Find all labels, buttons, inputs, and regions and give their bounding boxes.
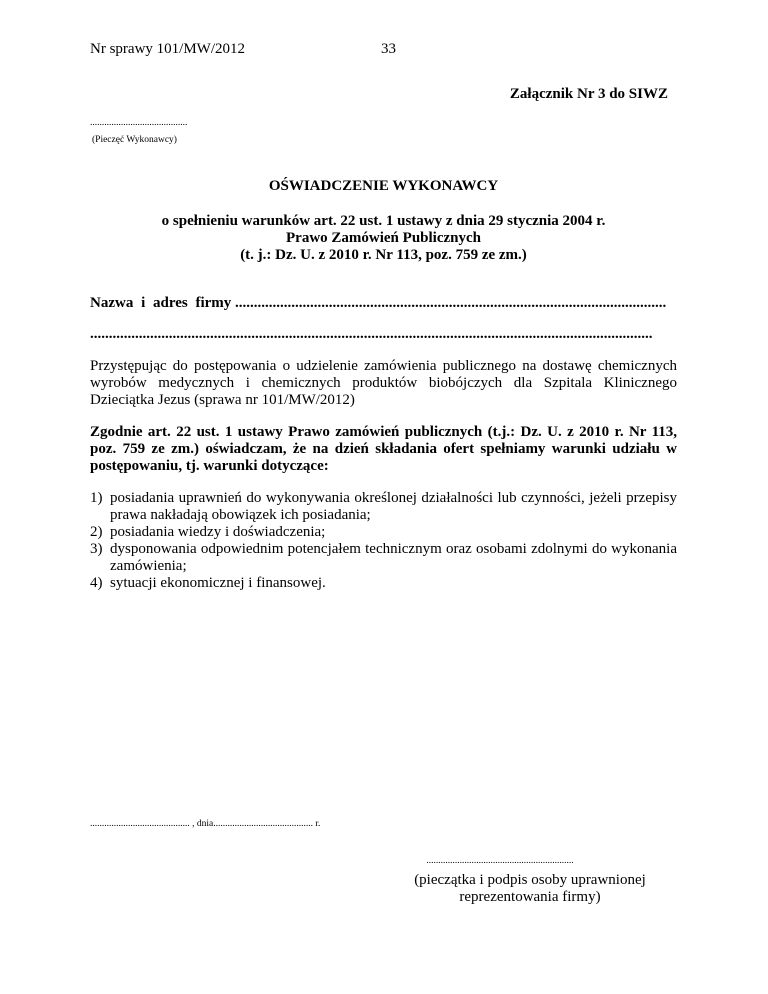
company-label: Nazwa i adres firmy [90, 295, 232, 311]
stamp-label: (Pieczęć Wykonawcy) [92, 135, 177, 145]
condition-number: 3) [90, 541, 103, 557]
condition-number: 2) [90, 524, 103, 540]
intro-paragraph: Przystępując do postępowania o udzielenie zamówienia publicznego na dostawę chemicznych wyrobów medycznych i chemicznych produktów biobójczych dla Szpitala Klinicznego Dzieciątka Jezus (sprawa nr 101/MW/2012) [90, 358, 677, 408]
company-dots-1: ................................................................................................................... [235, 295, 667, 311]
page-number: 33 [381, 41, 396, 57]
condition-item [90, 575, 677, 592]
document-title: OŚWIADCZENIE WYKONAWCY [268, 178, 499, 194]
condition-item [90, 524, 677, 541]
attachment-label: Załącznik Nr 3 do SIWZ [509, 86, 668, 102]
condition-item [90, 490, 677, 524]
condition-text: posiadania wiedzy i doświadczenia; [110, 524, 326, 540]
signature-dots: .............................................................. [426, 856, 574, 866]
stamp-dots: ......................................... [90, 118, 188, 128]
case-number: Nr sprawy 101/MW/2012 [90, 41, 245, 57]
condition-item [90, 541, 677, 575]
condition-text: dysponowania odpowiednim potencjałem technicznym oraz osobami zdolnymi do wykonania zamówienia; [110, 541, 677, 574]
condition-text: posiadania uprawnień do wykonywania określonej działalności lub czynności, jeżeli przepisy prawa nakładają obowiązek ich posiadania; [110, 490, 677, 523]
condition-number: 4) [90, 575, 103, 591]
place-date-line [90, 819, 320, 829]
signature-label-line-2: reprezentowania firmy) [459, 889, 601, 905]
company-dots-2: ...................................................................................................................................................... [90, 326, 653, 342]
conditions-list [90, 490, 677, 592]
date-separator: , dnia [189, 819, 214, 829]
year-suffix: r. [312, 819, 321, 829]
date-dots: .......................................... [213, 819, 313, 829]
condition-text: sytuacji ekonomicznej i finansowej. [110, 575, 326, 591]
company-name-field [90, 295, 677, 312]
place-dots: .......................................... [90, 819, 190, 829]
condition-number: 1) [90, 490, 103, 506]
declaration-paragraph: Zgodnie art. 22 ust. 1 ustawy Prawo zamówień publicznych (t.j.: Dz. U. z 2010 r. Nr 113, poz. 759 ze zm.) oświadczam, że na dzień składania ofert spełniamy warunki udziału w postępowaniu, tj. warunki dotyczące: [90, 424, 677, 474]
subtitle-line-2: Prawo Zamówień Publicznych [286, 230, 481, 246]
signature-label-line-1: (pieczątka i podpis osoby uprawnionej [414, 872, 646, 888]
subtitle-line-1: o spełnieniu warunków art. 22 ust. 1 ustawy z dnia 29 stycznia 2004 r. [161, 213, 606, 229]
subtitle-line-3: (t. j.: Dz. U. z 2010 r. Nr 113, poz. 759 ze zm.) [240, 247, 527, 263]
